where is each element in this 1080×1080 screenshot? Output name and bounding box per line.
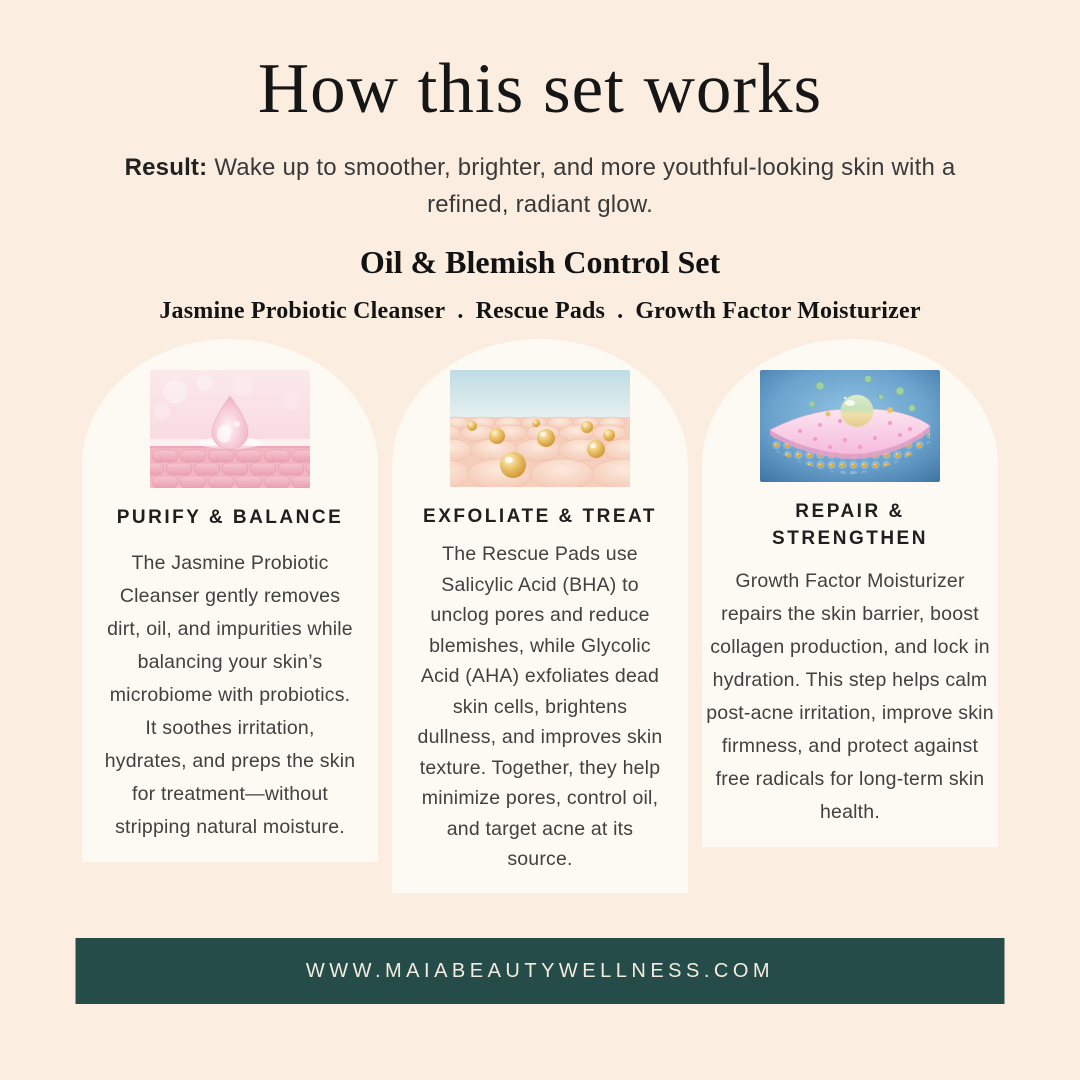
steps-card-row [82,339,998,893]
cleanser-droplet-image [82,370,378,488]
product-separator: . [457,298,464,325]
footer-bar [76,938,1005,1004]
card-purify-balance [82,339,378,862]
skin-barrier-layer-image [702,370,998,482]
page-title: How this set works [257,50,823,128]
card-body: The Rescue Pads use Salicylic Acid (BHA) to unclog pores and reduce blemishes, while Glycolic Acid (AHA) exfoliates dead skin cells, brightens dullness, and improves skin texture. Together, they help minimize pores, control oil, and target acne at its source. [417,543,663,871]
card-body: Growth Factor Moisturizer repairs the skin barrier, boost collagen production, and lock in hydration. This step helps calm post-acne irritation, improve skin firmness, and protect against free radicals for long-term skin health. [706,570,994,824]
result-text: Wake up to smoother, brighter, and more youthful-looking skin with a refined, radiant glow. [214,154,956,219]
rescue-pads-beads-image [392,370,688,487]
product-separator: . [617,298,624,325]
product-name-cleanser: Jasmine Probiotic Cleanser [159,298,446,325]
card-heading: PURIFY & BALANCE [116,507,344,529]
result-line [100,149,980,223]
product-name-moisturizer: Growth Factor Moisturizer [635,298,921,325]
result-label: Result: [124,154,208,182]
card-exfoliate-treat [392,339,688,893]
card-body: The Jasmine Probiotic Cleanser gently removes dirt, oil, and impurities while balancing your skin’s microbiome with probiotics. It soothes irritation, hydrates, and preps the skin for treatment—without stripping natural moisture. [104,552,356,839]
card-repair-strengthen [702,339,998,847]
website-url: WWW.MAIABEAUTYWELLNESS.COM [305,959,775,982]
set-name: Oil & Blemish Control Set [359,244,721,281]
product-name-pads: Rescue Pads [475,298,606,325]
card-heading: REPAIR & STRENGTHEN [772,501,928,550]
card-heading: EXFOLIATE & TREAT [423,506,657,528]
products-line [0,298,1080,325]
